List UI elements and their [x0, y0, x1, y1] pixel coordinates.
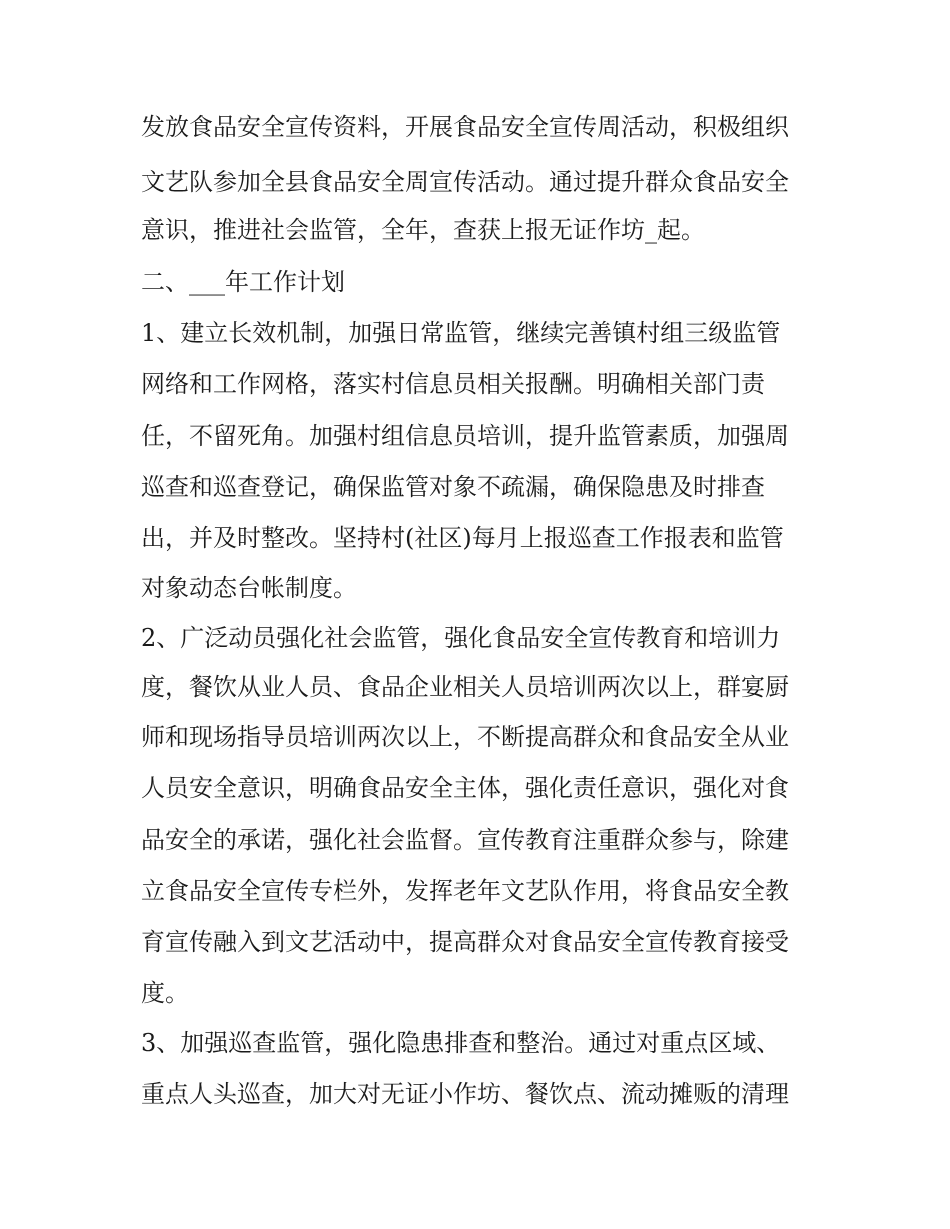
text-line: 出，并及时整改。坚持村(社区)每月上报巡查工作报表和监管	[141, 524, 784, 552]
text-line: 度，餐饮从业人员、食品企业相关人员培训两次以上，群宴厨	[141, 673, 789, 701]
text-line: 对象动态台帐制度。	[141, 574, 357, 602]
text-line: 任，不留死角。加强村组信息员培训，提升监管素质，加强周	[141, 422, 789, 450]
text-line: 立食品安全宣传专栏外，发挥老年文艺队作用，将食品安全教	[141, 877, 789, 905]
text-line: 巡查和巡查登记，确保监管对象不疏漏，确保隐患及时排查	[141, 473, 765, 501]
text-line: 师和现场指导员培训两次以上，不断提高群众和食品安全从业	[141, 723, 789, 751]
text-line: 发放食品安全宣传资料，开展食品安全宣传周活动，积极组织	[141, 113, 789, 141]
text-line: 2、广泛动员强化社会监管，强化食品安全宣传教育和培训力	[141, 624, 781, 652]
text-line: 育宣传融入到文艺活动中，提高群众对食品安全宣传教育接受	[141, 928, 789, 956]
text-line: 3、加强巡查监管，强化隐患排查和整治。通过对重点区域、	[141, 1029, 781, 1057]
text-line: 度。	[141, 979, 189, 1007]
text-line: 重点人头巡查，加大对无证小作坊、餐饮点、流动摊贩的清理	[141, 1080, 789, 1108]
text-line: 1、建立长效机制，加强日常监管，继续完善镇村组三级监管	[141, 319, 781, 347]
text-line: 文艺队参加全县食品安全周宣传活动。通过提升群众食品安全	[141, 168, 789, 196]
text-line: 网络和工作网格，落实村信息员相关报酬。明确相关部门责	[141, 370, 765, 398]
text-line: 人员安全意识，明确食品安全主体，强化责任意识，强化对食	[141, 774, 789, 802]
section-heading: 二、___年工作计划	[141, 268, 345, 296]
text-line: 品安全的承诺，强化社会监督。宣传教育注重群众参与，除建	[141, 826, 789, 854]
text-line: 意识，推进社会监管，全年，查获上报无证作坊_起。	[141, 216, 705, 244]
